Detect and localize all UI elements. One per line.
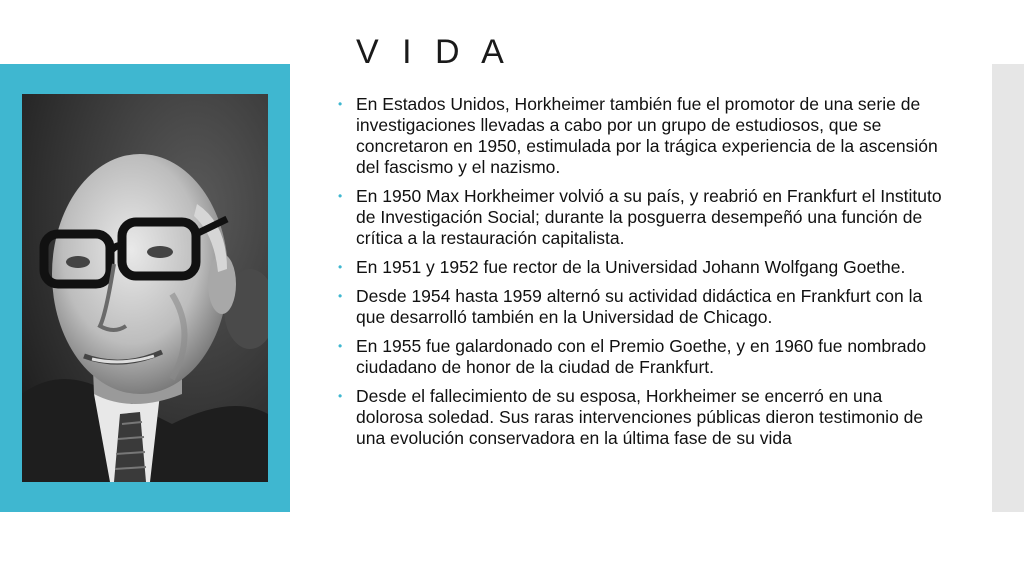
bullet-icon: • [338,97,343,111]
slide-title: V I D A [356,33,511,71]
bullet-item [336,286,946,328]
bullet-item [336,186,946,249]
photo-frame [0,64,290,512]
bullet-text: En 1950 Max Horkheimer volvió a su país, y reabrió en Frankfurt el Instituto de Investigación Social; durante la posguerra desempeñó una función de crítica a la restauración capitalista. [356,186,942,248]
bullet-icon: • [338,339,343,353]
bullet-item [336,94,946,178]
bullet-list [336,94,946,457]
bullet-item [336,386,946,449]
bullet-item [336,257,946,278]
bullet-icon: • [338,389,343,403]
bullet-icon: • [338,260,343,274]
bullet-item [336,336,946,378]
bullet-icon: • [338,289,343,303]
bullet-text: En Estados Unidos, Horkheimer también fue el promotor de una serie de investigaciones llevadas a cabo por un grupo de estudiosos, que se concretaron en 1950, estimulada por la trágica experiencia de la ascensión del fascismo y el nazismo. [356,94,938,177]
bullet-text: Desde 1954 hasta 1959 alternó su actividad didáctica en Frankfurt con la que desarrolló también en la Universidad de Chicago. [356,286,923,327]
bullet-text: En 1951 y 1952 fue rector de la Universidad Johann Wolfgang Goethe. [356,257,906,277]
right-side-bar [992,64,1024,512]
portrait-illustration [22,94,268,482]
bullet-text: En 1955 fue galardonado con el Premio Goethe, y en 1960 fue nombrado ciudadano de honor de la ciudad de Frankfurt. [356,336,927,377]
bullet-icon: • [338,189,343,203]
bullet-text: Desde el fallecimiento de su esposa, Horkheimer se encerró en una dolorosa soledad. Sus raras intervenciones públicas dieron testimonio de una evolución conservadora en la última fase de su vida [356,386,924,448]
portrait-photo [22,94,268,482]
